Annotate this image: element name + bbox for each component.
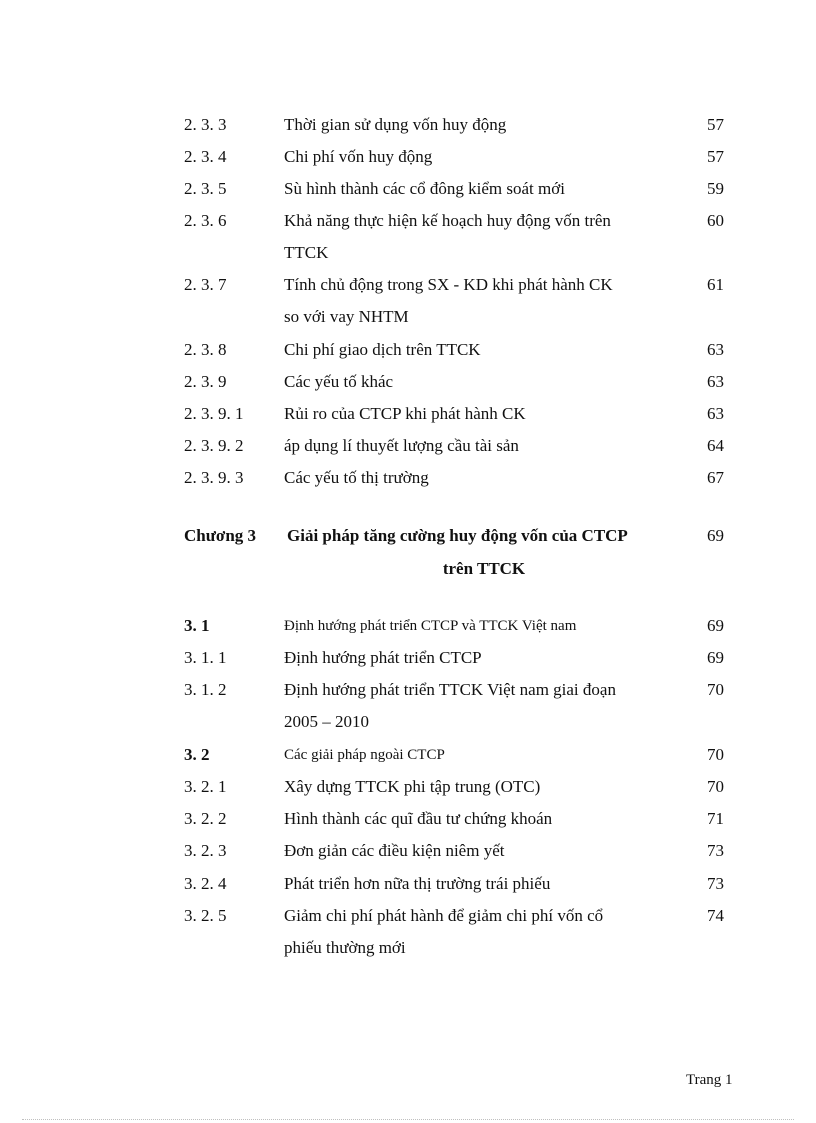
chapter-title: Giải pháp tăng cường huy động vốn của CTCP xyxy=(287,526,628,545)
section-number: 3. 2. 4 xyxy=(184,874,227,893)
toc-row xyxy=(0,836,816,866)
toc-row-continuation xyxy=(0,302,816,332)
section-title: Chi phí giao dịch trên TTCK xyxy=(284,340,481,359)
section-number: 3. 2. 1 xyxy=(184,777,227,796)
page-number: 59 xyxy=(707,179,724,198)
toc-row xyxy=(0,335,816,365)
toc-row xyxy=(0,675,816,705)
section-number: 3. 1 xyxy=(184,616,210,635)
page-number: 67 xyxy=(707,468,724,487)
section-number: 3. 2 xyxy=(184,745,210,764)
page-number: 70 xyxy=(707,745,724,764)
page-number: 69 xyxy=(707,526,724,545)
toc-row xyxy=(0,206,816,236)
section-number: 2. 3. 9. 1 xyxy=(184,404,244,423)
page-number: 64 xyxy=(707,436,724,455)
page-number: 70 xyxy=(707,680,724,699)
section-title-continuation: phiếu thường mới xyxy=(284,938,406,957)
section-title: Chi phí vốn huy động xyxy=(284,147,433,166)
page-number: 74 xyxy=(707,906,724,925)
section-title: Các yếu tố khác xyxy=(284,372,394,391)
section-title: Thời gian sử dụng vốn huy động xyxy=(284,115,507,134)
section-title: Khả năng thực hiện kế hoạch huy động vốn trên xyxy=(284,211,611,230)
toc-row xyxy=(0,431,816,461)
section-number: 3. 2. 3 xyxy=(184,841,227,860)
section-title: Xây dựng TTCK phi tập trung (OTC) xyxy=(284,777,541,796)
section-title-continuation: so với vay NHTM xyxy=(284,307,409,326)
toc-row xyxy=(0,270,816,300)
toc-row xyxy=(0,804,816,834)
page-number: 57 xyxy=(707,115,724,134)
page-number: 57 xyxy=(707,147,724,166)
section-number: 2. 3. 9. 3 xyxy=(184,468,244,487)
page-number: 69 xyxy=(707,616,724,635)
page-number: 70 xyxy=(707,777,724,796)
section-title: áp dụng lí thuyết lượng cầu tài sản xyxy=(284,436,519,455)
section-title: Định hướng phát triển TTCK Việt nam giai đoạn xyxy=(284,680,616,699)
section-number: 3. 2. 5 xyxy=(184,906,227,925)
section-title: Các giải pháp ngoài CTCP xyxy=(284,747,445,763)
section-number: 2. 3. 3 xyxy=(184,115,227,134)
page-number: 69 xyxy=(707,648,724,667)
toc-row-continuation xyxy=(0,238,816,268)
toc-row xyxy=(0,901,816,931)
toc-row xyxy=(0,174,816,204)
toc-row-continuation xyxy=(0,933,816,963)
page-number: 73 xyxy=(707,874,724,893)
chapter-number: Chương 3 xyxy=(184,526,257,545)
toc-row xyxy=(0,142,816,172)
toc-row xyxy=(0,869,816,899)
section-title: Các yếu tố thị trường xyxy=(284,468,429,487)
section-title: Sù hình thành các cổ đông kiểm soát mới xyxy=(284,179,565,198)
section-title-continuation: 2005 – 2010 xyxy=(284,712,369,731)
section-title: Rủi ro của CTCP khi phát hành CK xyxy=(284,404,526,423)
chapter-row xyxy=(0,521,816,551)
page-number: 63 xyxy=(707,372,724,391)
section-number: 2. 3. 6 xyxy=(184,211,227,230)
toc-row xyxy=(0,399,816,429)
section-title: Tính chủ động trong SX - KD khi phát hành CK xyxy=(284,275,613,294)
section-number: 2. 3. 4 xyxy=(184,147,227,166)
page-footer-label: Trang 1 xyxy=(686,1072,733,1088)
section-number: 2. 3. 8 xyxy=(184,340,227,359)
toc-row-continuation xyxy=(0,707,816,737)
page-number: 71 xyxy=(707,809,724,828)
section-number: 3. 1. 1 xyxy=(184,648,227,667)
section-title: Giảm chi phí phát hành để giảm chi phí vốn cổ xyxy=(284,906,604,925)
section-number: 2. 3. 7 xyxy=(184,275,227,294)
page-number: 60 xyxy=(707,211,724,230)
toc-row xyxy=(0,463,816,493)
toc-row xyxy=(0,367,816,397)
toc-row xyxy=(0,643,816,673)
section-title: Định hướng phát triển CTCP và TTCK Việt nam xyxy=(284,618,577,634)
section-heading-row xyxy=(0,611,816,641)
section-heading-row xyxy=(0,740,816,770)
page-number: 63 xyxy=(707,340,724,359)
section-title: Đơn giản các điều kiện niêm yết xyxy=(284,841,505,860)
page-number: 73 xyxy=(707,841,724,860)
section-number: 2. 3. 9. 2 xyxy=(184,436,244,455)
section-title: Hình thành các quĩ đầu tư chứng khoán xyxy=(284,809,553,828)
section-title: Phát triển hơn nữa thị trường trái phiếu xyxy=(284,874,551,893)
page-bottom-divider xyxy=(22,1119,794,1120)
page-number: 61 xyxy=(707,275,724,294)
toc-row xyxy=(0,110,816,140)
section-title: Định hướng phát triển CTCP xyxy=(284,648,482,667)
page-number: 63 xyxy=(707,404,724,423)
chapter-title-continuation: trên TTCK xyxy=(442,559,526,578)
toc-row xyxy=(0,772,816,802)
section-title-continuation: TTCK xyxy=(284,243,329,262)
section-number: 2. 3. 9 xyxy=(184,372,227,391)
section-number: 2. 3. 5 xyxy=(184,179,227,198)
section-number: 3. 1. 2 xyxy=(184,680,227,699)
section-number: 3. 2. 2 xyxy=(184,809,227,828)
